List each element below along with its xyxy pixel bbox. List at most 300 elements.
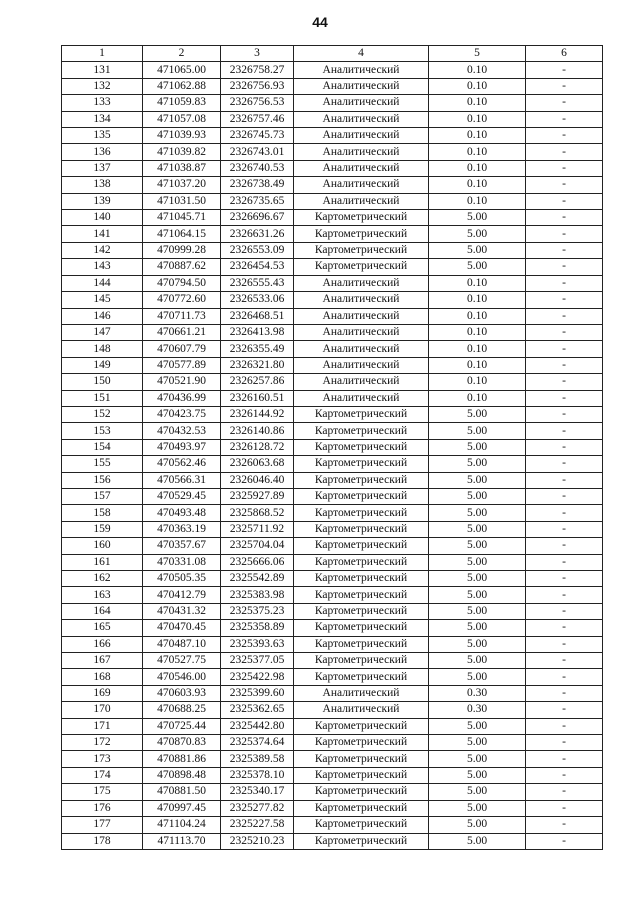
- accuracy-cell: 5.00: [429, 587, 526, 603]
- y-coordinate-cell: 2325227.58: [221, 817, 294, 833]
- y-coordinate-cell: 2326533.06: [221, 292, 294, 308]
- method-cell: Картометрический: [294, 767, 429, 783]
- point-number-cell: 145: [62, 292, 143, 308]
- accuracy-cell: 0.10: [429, 357, 526, 373]
- table-row: [62, 292, 603, 308]
- note-cell: -: [526, 488, 603, 504]
- accuracy-cell: 5.00: [429, 554, 526, 570]
- point-number-cell: 166: [62, 636, 143, 652]
- note-cell: -: [526, 817, 603, 833]
- y-coordinate-cell: 2326144.92: [221, 406, 294, 422]
- x-coordinate-cell: 471038.87: [143, 160, 221, 176]
- accuracy-cell: 0.10: [429, 128, 526, 144]
- method-cell: Картометрический: [294, 735, 429, 751]
- method-cell: Картометрический: [294, 718, 429, 734]
- table-row: [62, 423, 603, 439]
- x-coordinate-cell: 471039.93: [143, 128, 221, 144]
- table-row: [62, 242, 603, 258]
- y-coordinate-cell: 2326735.65: [221, 193, 294, 209]
- table-row: [62, 833, 603, 849]
- y-coordinate-cell: 2326063.68: [221, 456, 294, 472]
- table-row: [62, 767, 603, 783]
- accuracy-cell: 5.00: [429, 488, 526, 504]
- note-cell: -: [526, 78, 603, 94]
- note-cell: -: [526, 144, 603, 160]
- method-cell: Картометрический: [294, 488, 429, 504]
- accuracy-cell: 5.00: [429, 784, 526, 800]
- note-cell: -: [526, 735, 603, 751]
- accuracy-cell: 0.10: [429, 292, 526, 308]
- x-coordinate-cell: 470711.73: [143, 308, 221, 324]
- note-cell: -: [526, 538, 603, 554]
- table-row: [62, 521, 603, 537]
- x-coordinate-cell: 470521.90: [143, 374, 221, 390]
- x-coordinate-cell: 470505.35: [143, 571, 221, 587]
- table-row: [62, 784, 603, 800]
- note-cell: -: [526, 833, 603, 849]
- accuracy-cell: 5.00: [429, 735, 526, 751]
- x-coordinate-cell: 470688.25: [143, 702, 221, 718]
- x-coordinate-cell: 470566.31: [143, 472, 221, 488]
- table-row: [62, 210, 603, 226]
- table-row: [62, 587, 603, 603]
- point-number-cell: 136: [62, 144, 143, 160]
- x-coordinate-cell: 471039.82: [143, 144, 221, 160]
- table-row: [62, 571, 603, 587]
- note-cell: -: [526, 308, 603, 324]
- point-number-cell: 146: [62, 308, 143, 324]
- point-number-cell: 171: [62, 718, 143, 734]
- table-row: [62, 341, 603, 357]
- note-cell: -: [526, 685, 603, 701]
- point-number-cell: 177: [62, 817, 143, 833]
- x-coordinate-cell: 471045.71: [143, 210, 221, 226]
- table-row: [62, 128, 603, 144]
- accuracy-cell: 5.00: [429, 571, 526, 587]
- table-row: [62, 406, 603, 422]
- column-header-1: 1: [62, 46, 143, 62]
- point-number-cell: 165: [62, 620, 143, 636]
- note-cell: -: [526, 292, 603, 308]
- y-coordinate-cell: 2326738.49: [221, 177, 294, 193]
- method-cell: Картометрический: [294, 259, 429, 275]
- method-cell: Аналитический: [294, 177, 429, 193]
- x-coordinate-cell: 471059.83: [143, 95, 221, 111]
- method-cell: Аналитический: [294, 111, 429, 127]
- accuracy-cell: 5.00: [429, 259, 526, 275]
- y-coordinate-cell: 2325362.65: [221, 702, 294, 718]
- accuracy-cell: 5.00: [429, 833, 526, 849]
- y-coordinate-cell: 2325704.04: [221, 538, 294, 554]
- table-row: [62, 259, 603, 275]
- method-cell: Картометрический: [294, 554, 429, 570]
- accuracy-cell: 0.30: [429, 702, 526, 718]
- x-coordinate-cell: 470546.00: [143, 669, 221, 685]
- method-cell: Аналитический: [294, 324, 429, 340]
- y-coordinate-cell: 2325389.58: [221, 751, 294, 767]
- table-header-row: [62, 46, 603, 62]
- accuracy-cell: 0.10: [429, 193, 526, 209]
- y-coordinate-cell: 2326757.46: [221, 111, 294, 127]
- note-cell: -: [526, 521, 603, 537]
- method-cell: Картометрический: [294, 226, 429, 242]
- note-cell: -: [526, 374, 603, 390]
- table-row: [62, 653, 603, 669]
- accuracy-cell: 0.10: [429, 308, 526, 324]
- accuracy-cell: 0.10: [429, 160, 526, 176]
- y-coordinate-cell: 2325422.98: [221, 669, 294, 685]
- x-coordinate-cell: 470432.53: [143, 423, 221, 439]
- point-number-cell: 133: [62, 95, 143, 111]
- accuracy-cell: 5.00: [429, 751, 526, 767]
- x-coordinate-cell: 470493.48: [143, 505, 221, 521]
- table-row: [62, 275, 603, 291]
- note-cell: -: [526, 390, 603, 406]
- table-row: [62, 538, 603, 554]
- accuracy-cell: 0.10: [429, 111, 526, 127]
- y-coordinate-cell: 2326355.49: [221, 341, 294, 357]
- note-cell: -: [526, 636, 603, 652]
- point-number-cell: 158: [62, 505, 143, 521]
- method-cell: Аналитический: [294, 702, 429, 718]
- point-number-cell: 176: [62, 800, 143, 816]
- accuracy-cell: 0.10: [429, 78, 526, 94]
- point-number-cell: 138: [62, 177, 143, 193]
- table-row: [62, 751, 603, 767]
- y-coordinate-cell: 2325340.17: [221, 784, 294, 800]
- accuracy-cell: 5.00: [429, 439, 526, 455]
- note-cell: -: [526, 603, 603, 619]
- y-coordinate-cell: 2326128.72: [221, 439, 294, 455]
- table-row: [62, 817, 603, 833]
- point-number-cell: 160: [62, 538, 143, 554]
- y-coordinate-cell: 2326413.98: [221, 324, 294, 340]
- x-coordinate-cell: 470431.32: [143, 603, 221, 619]
- y-coordinate-cell: 2325399.60: [221, 685, 294, 701]
- x-coordinate-cell: 470577.89: [143, 357, 221, 373]
- y-coordinate-cell: 2326756.93: [221, 78, 294, 94]
- note-cell: -: [526, 423, 603, 439]
- x-coordinate-cell: 471065.00: [143, 62, 221, 78]
- point-number-cell: 152: [62, 406, 143, 422]
- y-coordinate-cell: 2326756.53: [221, 95, 294, 111]
- column-header-4: 4: [294, 46, 429, 62]
- y-coordinate-cell: 2326555.43: [221, 275, 294, 291]
- accuracy-cell: 5.00: [429, 636, 526, 652]
- table-row: [62, 439, 603, 455]
- method-cell: Аналитический: [294, 193, 429, 209]
- point-number-cell: 153: [62, 423, 143, 439]
- method-cell: Аналитический: [294, 390, 429, 406]
- table-row: [62, 685, 603, 701]
- point-number-cell: 173: [62, 751, 143, 767]
- page-number: 44: [312, 14, 328, 30]
- coordinates-table: [61, 45, 603, 850]
- point-number-cell: 131: [62, 62, 143, 78]
- method-cell: Картометрический: [294, 784, 429, 800]
- point-number-cell: 148: [62, 341, 143, 357]
- note-cell: -: [526, 571, 603, 587]
- x-coordinate-cell: 470999.28: [143, 242, 221, 258]
- accuracy-cell: 5.00: [429, 210, 526, 226]
- x-coordinate-cell: 470529.45: [143, 488, 221, 504]
- point-number-cell: 162: [62, 571, 143, 587]
- column-header-6: 6: [526, 46, 603, 62]
- accuracy-cell: 0.10: [429, 341, 526, 357]
- x-coordinate-cell: 471057.08: [143, 111, 221, 127]
- table-row: [62, 193, 603, 209]
- table-body: [62, 62, 603, 850]
- y-coordinate-cell: 2326468.51: [221, 308, 294, 324]
- method-cell: Аналитический: [294, 128, 429, 144]
- method-cell: Картометрический: [294, 669, 429, 685]
- method-cell: Картометрический: [294, 833, 429, 849]
- accuracy-cell: 0.10: [429, 177, 526, 193]
- y-coordinate-cell: 2326257.86: [221, 374, 294, 390]
- accuracy-cell: 5.00: [429, 242, 526, 258]
- method-cell: Картометрический: [294, 472, 429, 488]
- point-number-cell: 139: [62, 193, 143, 209]
- column-header-5: 5: [429, 46, 526, 62]
- accuracy-cell: 5.00: [429, 620, 526, 636]
- table-row: [62, 160, 603, 176]
- note-cell: -: [526, 95, 603, 111]
- table-row: [62, 78, 603, 94]
- table-row: [62, 111, 603, 127]
- method-cell: Аналитический: [294, 95, 429, 111]
- note-cell: -: [526, 242, 603, 258]
- y-coordinate-cell: 2326745.73: [221, 128, 294, 144]
- point-number-cell: 174: [62, 767, 143, 783]
- table-row: [62, 62, 603, 78]
- x-coordinate-cell: 471104.24: [143, 817, 221, 833]
- note-cell: -: [526, 357, 603, 373]
- point-number-cell: 154: [62, 439, 143, 455]
- x-coordinate-cell: 470470.45: [143, 620, 221, 636]
- method-cell: Аналитический: [294, 341, 429, 357]
- note-cell: -: [526, 620, 603, 636]
- point-number-cell: 164: [62, 603, 143, 619]
- point-number-cell: 155: [62, 456, 143, 472]
- method-cell: Картометрический: [294, 210, 429, 226]
- accuracy-cell: 5.00: [429, 718, 526, 734]
- accuracy-cell: 5.00: [429, 423, 526, 439]
- method-cell: Аналитический: [294, 374, 429, 390]
- y-coordinate-cell: 2326454.53: [221, 259, 294, 275]
- point-number-cell: 178: [62, 833, 143, 849]
- point-number-cell: 161: [62, 554, 143, 570]
- table-row: [62, 95, 603, 111]
- method-cell: Картометрический: [294, 521, 429, 537]
- table-row: [62, 603, 603, 619]
- x-coordinate-cell: 470331.08: [143, 554, 221, 570]
- accuracy-cell: 0.10: [429, 95, 526, 111]
- x-coordinate-cell: 470661.21: [143, 324, 221, 340]
- y-coordinate-cell: 2326321.80: [221, 357, 294, 373]
- x-coordinate-cell: 470997.45: [143, 800, 221, 816]
- point-number-cell: 163: [62, 587, 143, 603]
- x-coordinate-cell: 470881.50: [143, 784, 221, 800]
- accuracy-cell: 5.00: [429, 653, 526, 669]
- accuracy-cell: 5.00: [429, 521, 526, 537]
- accuracy-cell: 0.10: [429, 275, 526, 291]
- table-row: [62, 374, 603, 390]
- note-cell: -: [526, 800, 603, 816]
- y-coordinate-cell: 2325542.89: [221, 571, 294, 587]
- y-coordinate-cell: 2325442.80: [221, 718, 294, 734]
- accuracy-cell: 5.00: [429, 817, 526, 833]
- method-cell: Картометрический: [294, 620, 429, 636]
- method-cell: Картометрический: [294, 653, 429, 669]
- note-cell: -: [526, 669, 603, 685]
- column-header-3: 3: [221, 46, 294, 62]
- point-number-cell: 169: [62, 685, 143, 701]
- table-row: [62, 735, 603, 751]
- point-number-cell: 167: [62, 653, 143, 669]
- note-cell: -: [526, 767, 603, 783]
- y-coordinate-cell: 2325393.63: [221, 636, 294, 652]
- y-coordinate-cell: 2325868.52: [221, 505, 294, 521]
- method-cell: Аналитический: [294, 275, 429, 291]
- table-row: [62, 177, 603, 193]
- method-cell: Картометрический: [294, 505, 429, 521]
- method-cell: Аналитический: [294, 160, 429, 176]
- point-number-cell: 147: [62, 324, 143, 340]
- table-row: [62, 226, 603, 242]
- method-cell: Картометрический: [294, 636, 429, 652]
- y-coordinate-cell: 2326631.26: [221, 226, 294, 242]
- note-cell: -: [526, 160, 603, 176]
- point-number-cell: 150: [62, 374, 143, 390]
- table-row: [62, 505, 603, 521]
- y-coordinate-cell: 2326553.09: [221, 242, 294, 258]
- table-row: [62, 324, 603, 340]
- point-number-cell: 172: [62, 735, 143, 751]
- x-coordinate-cell: 470772.60: [143, 292, 221, 308]
- x-coordinate-cell: 470607.79: [143, 341, 221, 357]
- accuracy-cell: 5.00: [429, 505, 526, 521]
- x-coordinate-cell: 470357.67: [143, 538, 221, 554]
- point-number-cell: 137: [62, 160, 143, 176]
- x-coordinate-cell: 471062.88: [143, 78, 221, 94]
- note-cell: -: [526, 193, 603, 209]
- x-coordinate-cell: 470603.93: [143, 685, 221, 701]
- method-cell: Картометрический: [294, 406, 429, 422]
- point-number-cell: 159: [62, 521, 143, 537]
- table-row: [62, 554, 603, 570]
- x-coordinate-cell: 470363.19: [143, 521, 221, 537]
- x-coordinate-cell: 471064.15: [143, 226, 221, 242]
- accuracy-cell: 0.10: [429, 144, 526, 160]
- accuracy-cell: 0.10: [429, 374, 526, 390]
- x-coordinate-cell: 470412.79: [143, 587, 221, 603]
- y-coordinate-cell: 2325378.10: [221, 767, 294, 783]
- y-coordinate-cell: 2326758.27: [221, 62, 294, 78]
- note-cell: -: [526, 275, 603, 291]
- x-coordinate-cell: 470562.46: [143, 456, 221, 472]
- point-number-cell: 135: [62, 128, 143, 144]
- table-row: [62, 620, 603, 636]
- y-coordinate-cell: 2326046.40: [221, 472, 294, 488]
- x-coordinate-cell: 471031.50: [143, 193, 221, 209]
- x-coordinate-cell: 470725.44: [143, 718, 221, 734]
- point-number-cell: 132: [62, 78, 143, 94]
- column-header-2: 2: [143, 46, 221, 62]
- note-cell: -: [526, 751, 603, 767]
- x-coordinate-cell: 470436.99: [143, 390, 221, 406]
- table-row: [62, 456, 603, 472]
- note-cell: -: [526, 587, 603, 603]
- method-cell: Аналитический: [294, 308, 429, 324]
- point-number-cell: 168: [62, 669, 143, 685]
- x-coordinate-cell: 470870.83: [143, 735, 221, 751]
- note-cell: -: [526, 505, 603, 521]
- point-number-cell: 144: [62, 275, 143, 291]
- point-number-cell: 134: [62, 111, 143, 127]
- x-coordinate-cell: 471037.20: [143, 177, 221, 193]
- method-cell: Аналитический: [294, 144, 429, 160]
- y-coordinate-cell: 2325666.06: [221, 554, 294, 570]
- note-cell: -: [526, 210, 603, 226]
- method-cell: Картометрический: [294, 587, 429, 603]
- table-row: [62, 702, 603, 718]
- table-row: [62, 718, 603, 734]
- note-cell: -: [526, 177, 603, 193]
- note-cell: -: [526, 439, 603, 455]
- method-cell: Аналитический: [294, 62, 429, 78]
- method-cell: Картометрический: [294, 603, 429, 619]
- accuracy-cell: 5.00: [429, 538, 526, 554]
- accuracy-cell: 0.10: [429, 324, 526, 340]
- method-cell: Аналитический: [294, 685, 429, 701]
- table-row: [62, 800, 603, 816]
- x-coordinate-cell: 470887.62: [143, 259, 221, 275]
- note-cell: -: [526, 702, 603, 718]
- table-row: [62, 144, 603, 160]
- x-coordinate-cell: 470487.10: [143, 636, 221, 652]
- y-coordinate-cell: 2325374.64: [221, 735, 294, 751]
- table-row: [62, 308, 603, 324]
- table-row: [62, 669, 603, 685]
- method-cell: Картометрический: [294, 817, 429, 833]
- x-coordinate-cell: 470881.86: [143, 751, 221, 767]
- method-cell: Картометрический: [294, 423, 429, 439]
- y-coordinate-cell: 2326740.53: [221, 160, 294, 176]
- method-cell: Аналитический: [294, 78, 429, 94]
- y-coordinate-cell: 2326743.01: [221, 144, 294, 160]
- y-coordinate-cell: 2326160.51: [221, 390, 294, 406]
- y-coordinate-cell: 2325711.92: [221, 521, 294, 537]
- method-cell: Картометрический: [294, 800, 429, 816]
- y-coordinate-cell: 2326140.86: [221, 423, 294, 439]
- note-cell: -: [526, 62, 603, 78]
- accuracy-cell: 5.00: [429, 472, 526, 488]
- accuracy-cell: 0.10: [429, 390, 526, 406]
- point-number-cell: 149: [62, 357, 143, 373]
- note-cell: -: [526, 718, 603, 734]
- accuracy-cell: 5.00: [429, 603, 526, 619]
- note-cell: -: [526, 784, 603, 800]
- note-cell: -: [526, 226, 603, 242]
- note-cell: -: [526, 472, 603, 488]
- note-cell: -: [526, 324, 603, 340]
- accuracy-cell: 0.30: [429, 685, 526, 701]
- y-coordinate-cell: 2325377.05: [221, 653, 294, 669]
- point-number-cell: 141: [62, 226, 143, 242]
- accuracy-cell: 5.00: [429, 669, 526, 685]
- method-cell: Картометрический: [294, 242, 429, 258]
- x-coordinate-cell: 470898.48: [143, 767, 221, 783]
